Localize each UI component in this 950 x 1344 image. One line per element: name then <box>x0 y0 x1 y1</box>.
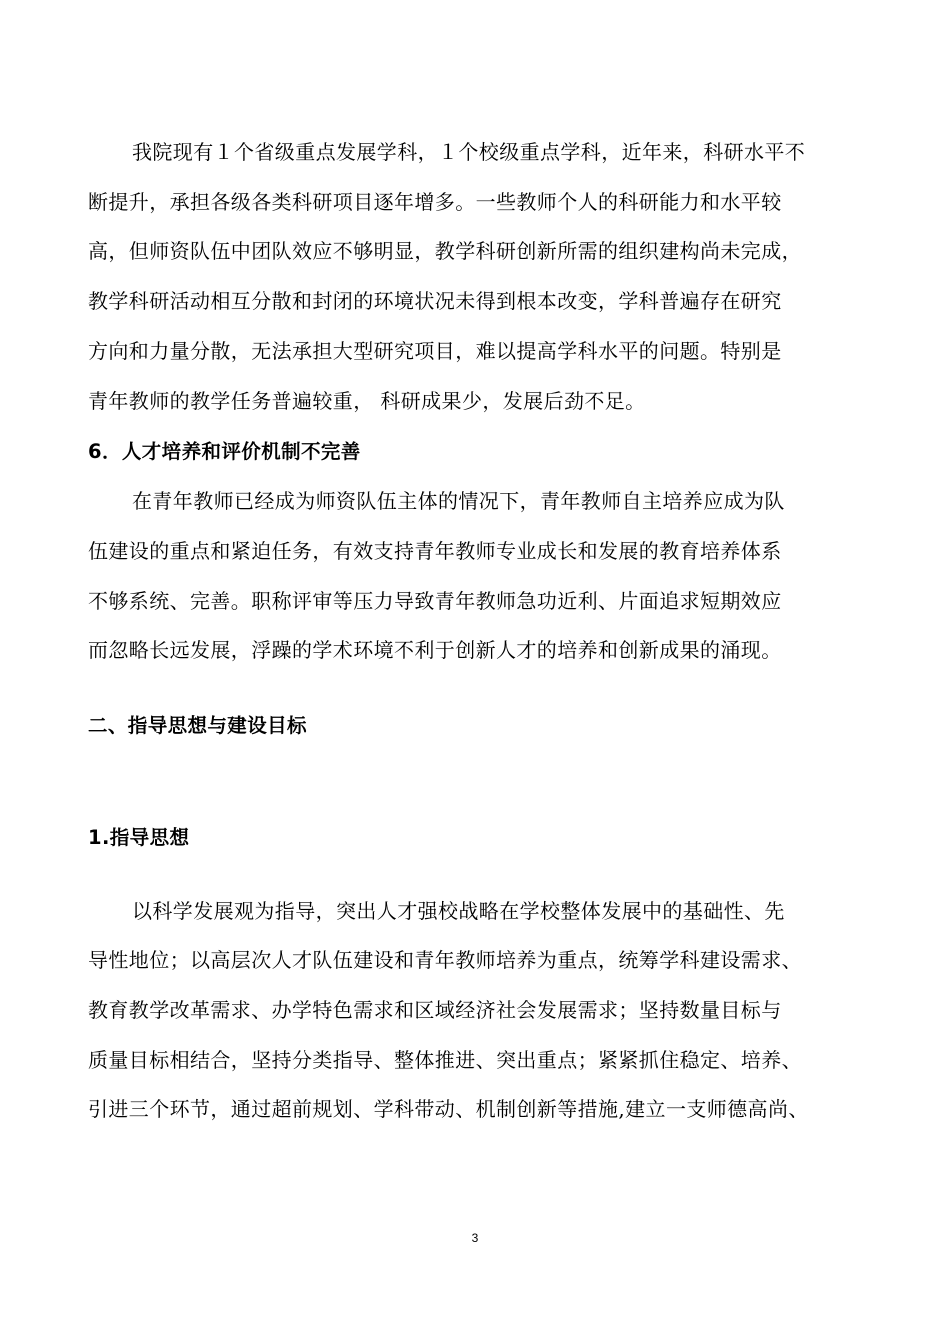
paragraph-line: 在青年教师已经成为师资队伍主体的情况下，青年教师自主培养应成为队 <box>132 489 785 513</box>
section-heading: 6．人才培养和评价机制不完善 <box>88 440 361 463</box>
paragraph-line: 伍建设的重点和紧迫任务，有效支持青年教师专业成长和发展的教育培养体系 <box>88 539 782 563</box>
paragraph-line: 教学科研活动相互分散和封闭的环境状况未得到根本改变，学科普遍存在研究 <box>88 289 782 313</box>
chapter-heading: 二、指导思想与建设目标 <box>88 714 307 737</box>
paragraph-line: 引进三个环节，通过超前规划、学科带动、机制创新等措施,建立一支师德高尚、 <box>88 1097 809 1121</box>
page-number: 3 <box>471 1231 479 1245</box>
paragraph-line: 而忽略长远发展，浮躁的学术环境不利于创新人才的培养和创新成果的涌现。 <box>88 638 782 662</box>
paragraph-line: 青年教师的教学任务普遍较重， 科研成果少，发展后劲不足。 <box>88 389 646 413</box>
paragraph-line: 断提升，承担各级各类科研项目逐年增多。一些教师个人的科研能力和水平较 <box>88 190 782 214</box>
paragraph-line: 导性地位；以高层次人才队伍建设和青年教师培养为重点，统筹学科建设需求、 <box>88 948 802 972</box>
subsection-heading: 1.指导思想 <box>88 826 190 849</box>
paragraph-line: 以科学发展观为指导，突出人才强校战略在学校整体发展中的基础性、先 <box>132 899 785 923</box>
paragraph-line: 我院现有１个省级重点发展学科，１个校级重点学科，近年来，科研水平不 <box>132 140 806 164</box>
paragraph-line: 教育教学改革需求、办学特色需求和区域经济社会发展需求；坚持数量目标与 <box>88 998 782 1022</box>
paragraph-line: 质量目标相结合，坚持分类指导、整体推进、突出重点；紧紧抓住稳定、培养、 <box>88 1048 802 1072</box>
paragraph-line: 不够系统、完善。职称评审等压力导致青年教师急功近利、片面追求短期效应 <box>88 589 782 613</box>
paragraph-line: 方向和力量分散，无法承担大型研究项目，难以提高学科水平的问题。特别是 <box>88 339 782 363</box>
paragraph-line: 高，但师资队伍中团队效应不够明显，教学科研创新所需的组织建构尚未完成， <box>88 239 802 263</box>
